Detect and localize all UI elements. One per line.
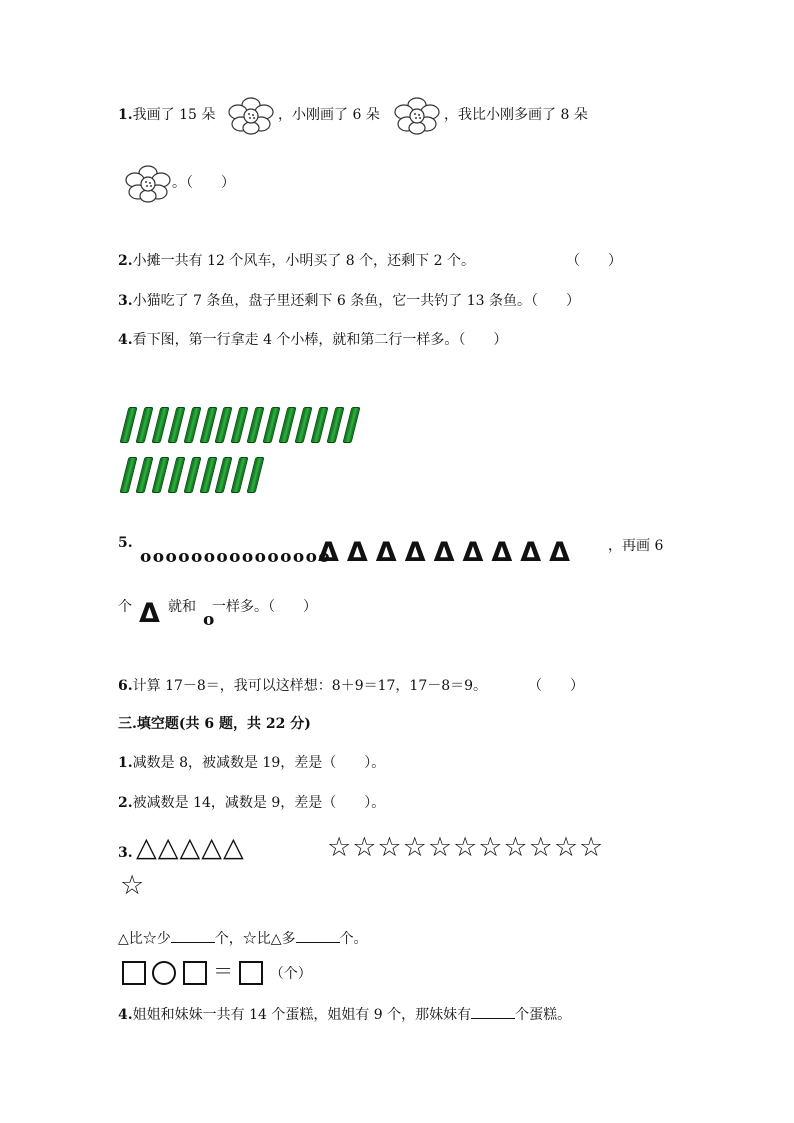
answer-box[interactable] (122, 961, 146, 985)
section-title: 三.填空题(共 6 题，共 22 分) (118, 716, 311, 732)
f4-line (118, 1004, 571, 1024)
stick-icon (247, 457, 265, 493)
f4-text-b: 个蛋糕。 (515, 1007, 572, 1023)
answer-box[interactable] (239, 961, 263, 985)
stick-icon (326, 407, 344, 443)
answer-box[interactable] (183, 961, 207, 985)
stick-icon (167, 407, 185, 443)
stick-icon (342, 407, 360, 443)
f3-compare (118, 928, 368, 948)
star-icon: ☆ (120, 870, 146, 901)
q4-text: 看下图，第一行拿走 4 个小棒，就和第二行一样多。（ ） (132, 332, 508, 348)
stick-icon (231, 407, 249, 443)
stick-icon (183, 457, 201, 493)
q5-line2-b: 就和 (168, 599, 196, 615)
stick-icon (279, 407, 297, 443)
flower-icon (394, 96, 440, 136)
q3-text: 小猫吃了 7 条鱼，盘子里还剩下 6 条鱼，它一共钓了 13 条鱼。（ ） (132, 293, 580, 309)
q5-line2-a: 个 (118, 599, 132, 615)
stick-icon (263, 407, 281, 443)
blank-3[interactable] (471, 1004, 515, 1019)
stick-icon (120, 407, 138, 443)
triangle-icon: Δ (139, 598, 160, 629)
q2-number: 2. (118, 253, 133, 269)
stick-icon (199, 407, 217, 443)
q4-line (118, 329, 507, 349)
q5-tail: ，再画 6 (608, 538, 664, 554)
stick-icon (135, 457, 153, 493)
q5-number (118, 535, 133, 551)
stick-icon (310, 407, 328, 443)
f3-triangles: △△△△△ (136, 832, 245, 863)
operator-circle[interactable] (152, 961, 176, 985)
f3-compare-b: 个，☆比△多 (214, 931, 296, 947)
q6-text: 计算 17－8＝，我可以这样想：8＋9＝17，17－8＝9。 (132, 678, 488, 694)
q3-line (118, 290, 580, 310)
f3-number (118, 845, 133, 861)
f4-text-a: 姐姐和妹妹一共有 14 个蛋糕，姐姐有 9 个，那妹妹有 (132, 1007, 472, 1023)
stick-icon (199, 457, 217, 493)
stick-icon (151, 457, 169, 493)
q6-answer-paren[interactable]: （ ） (528, 678, 584, 694)
f2-number: 2. (118, 795, 133, 811)
q1-line1 (118, 104, 215, 124)
stick-icon (183, 407, 201, 443)
q2-line (118, 250, 475, 270)
f3-number-text: 3. (118, 845, 133, 861)
circle-icon: o (203, 610, 216, 630)
stick-icon (231, 457, 249, 493)
stick-icon (215, 407, 233, 443)
stick-icon (294, 407, 312, 443)
q2-text: 小摊一共有 12 个风车，小明买了 8 个，还剩下 2 个。 (132, 253, 475, 269)
q1-text-c: ，我比小刚多画了 8 朵 (444, 107, 588, 123)
q5-number-text: 5. (118, 535, 133, 551)
f2-line (118, 792, 385, 812)
q6-line (118, 675, 487, 695)
q1-text-b: ，小刚画了 6 朵 (278, 107, 380, 123)
f3-compare-a: △比☆少 (118, 931, 171, 947)
f1-line (118, 752, 385, 772)
q5-line2-c: 一样多。（ ） (212, 599, 317, 615)
stick-icon (135, 407, 153, 443)
q1-text-a: 我画了 15 朵 (132, 107, 216, 123)
stick-icon (120, 457, 138, 493)
q1-number: 1. (118, 107, 133, 123)
stick-icon (167, 457, 185, 493)
stick-icon (151, 407, 169, 443)
f3-equation (122, 955, 312, 985)
f3-stars: ☆☆☆☆☆☆☆☆☆☆☆ (327, 832, 605, 863)
q3-number: 3. (118, 293, 133, 309)
q6-number: 6. (118, 678, 133, 694)
f3-compare-c: 个。 (339, 931, 368, 947)
flower-icon (125, 164, 171, 204)
q5-triangles-row: ΔΔΔΔΔΔΔΔΔ (318, 537, 579, 568)
f1-text: 减数是 8，被减数是 19，差是（ ）。 (132, 755, 386, 771)
f4-number: 4. (118, 1007, 133, 1023)
blank-1[interactable] (171, 928, 215, 943)
unit-label: （个） (269, 966, 312, 982)
q1-text-d: 。（ ） (172, 175, 235, 191)
f2-text: 被减数是 14，减数是 9，差是（ ）。 (132, 795, 386, 811)
stick-icon (215, 457, 233, 493)
q5-circles-row: ooooooooooooooo (140, 547, 332, 567)
q2-answer-paren[interactable]: （ ） (566, 253, 622, 269)
f1-number: 1. (118, 755, 133, 771)
stick-icon (247, 407, 265, 443)
flower-icon (228, 96, 274, 136)
blank-2[interactable] (296, 928, 340, 943)
q4-number: 4. (118, 332, 133, 348)
equals-sign: ＝ (213, 959, 234, 983)
